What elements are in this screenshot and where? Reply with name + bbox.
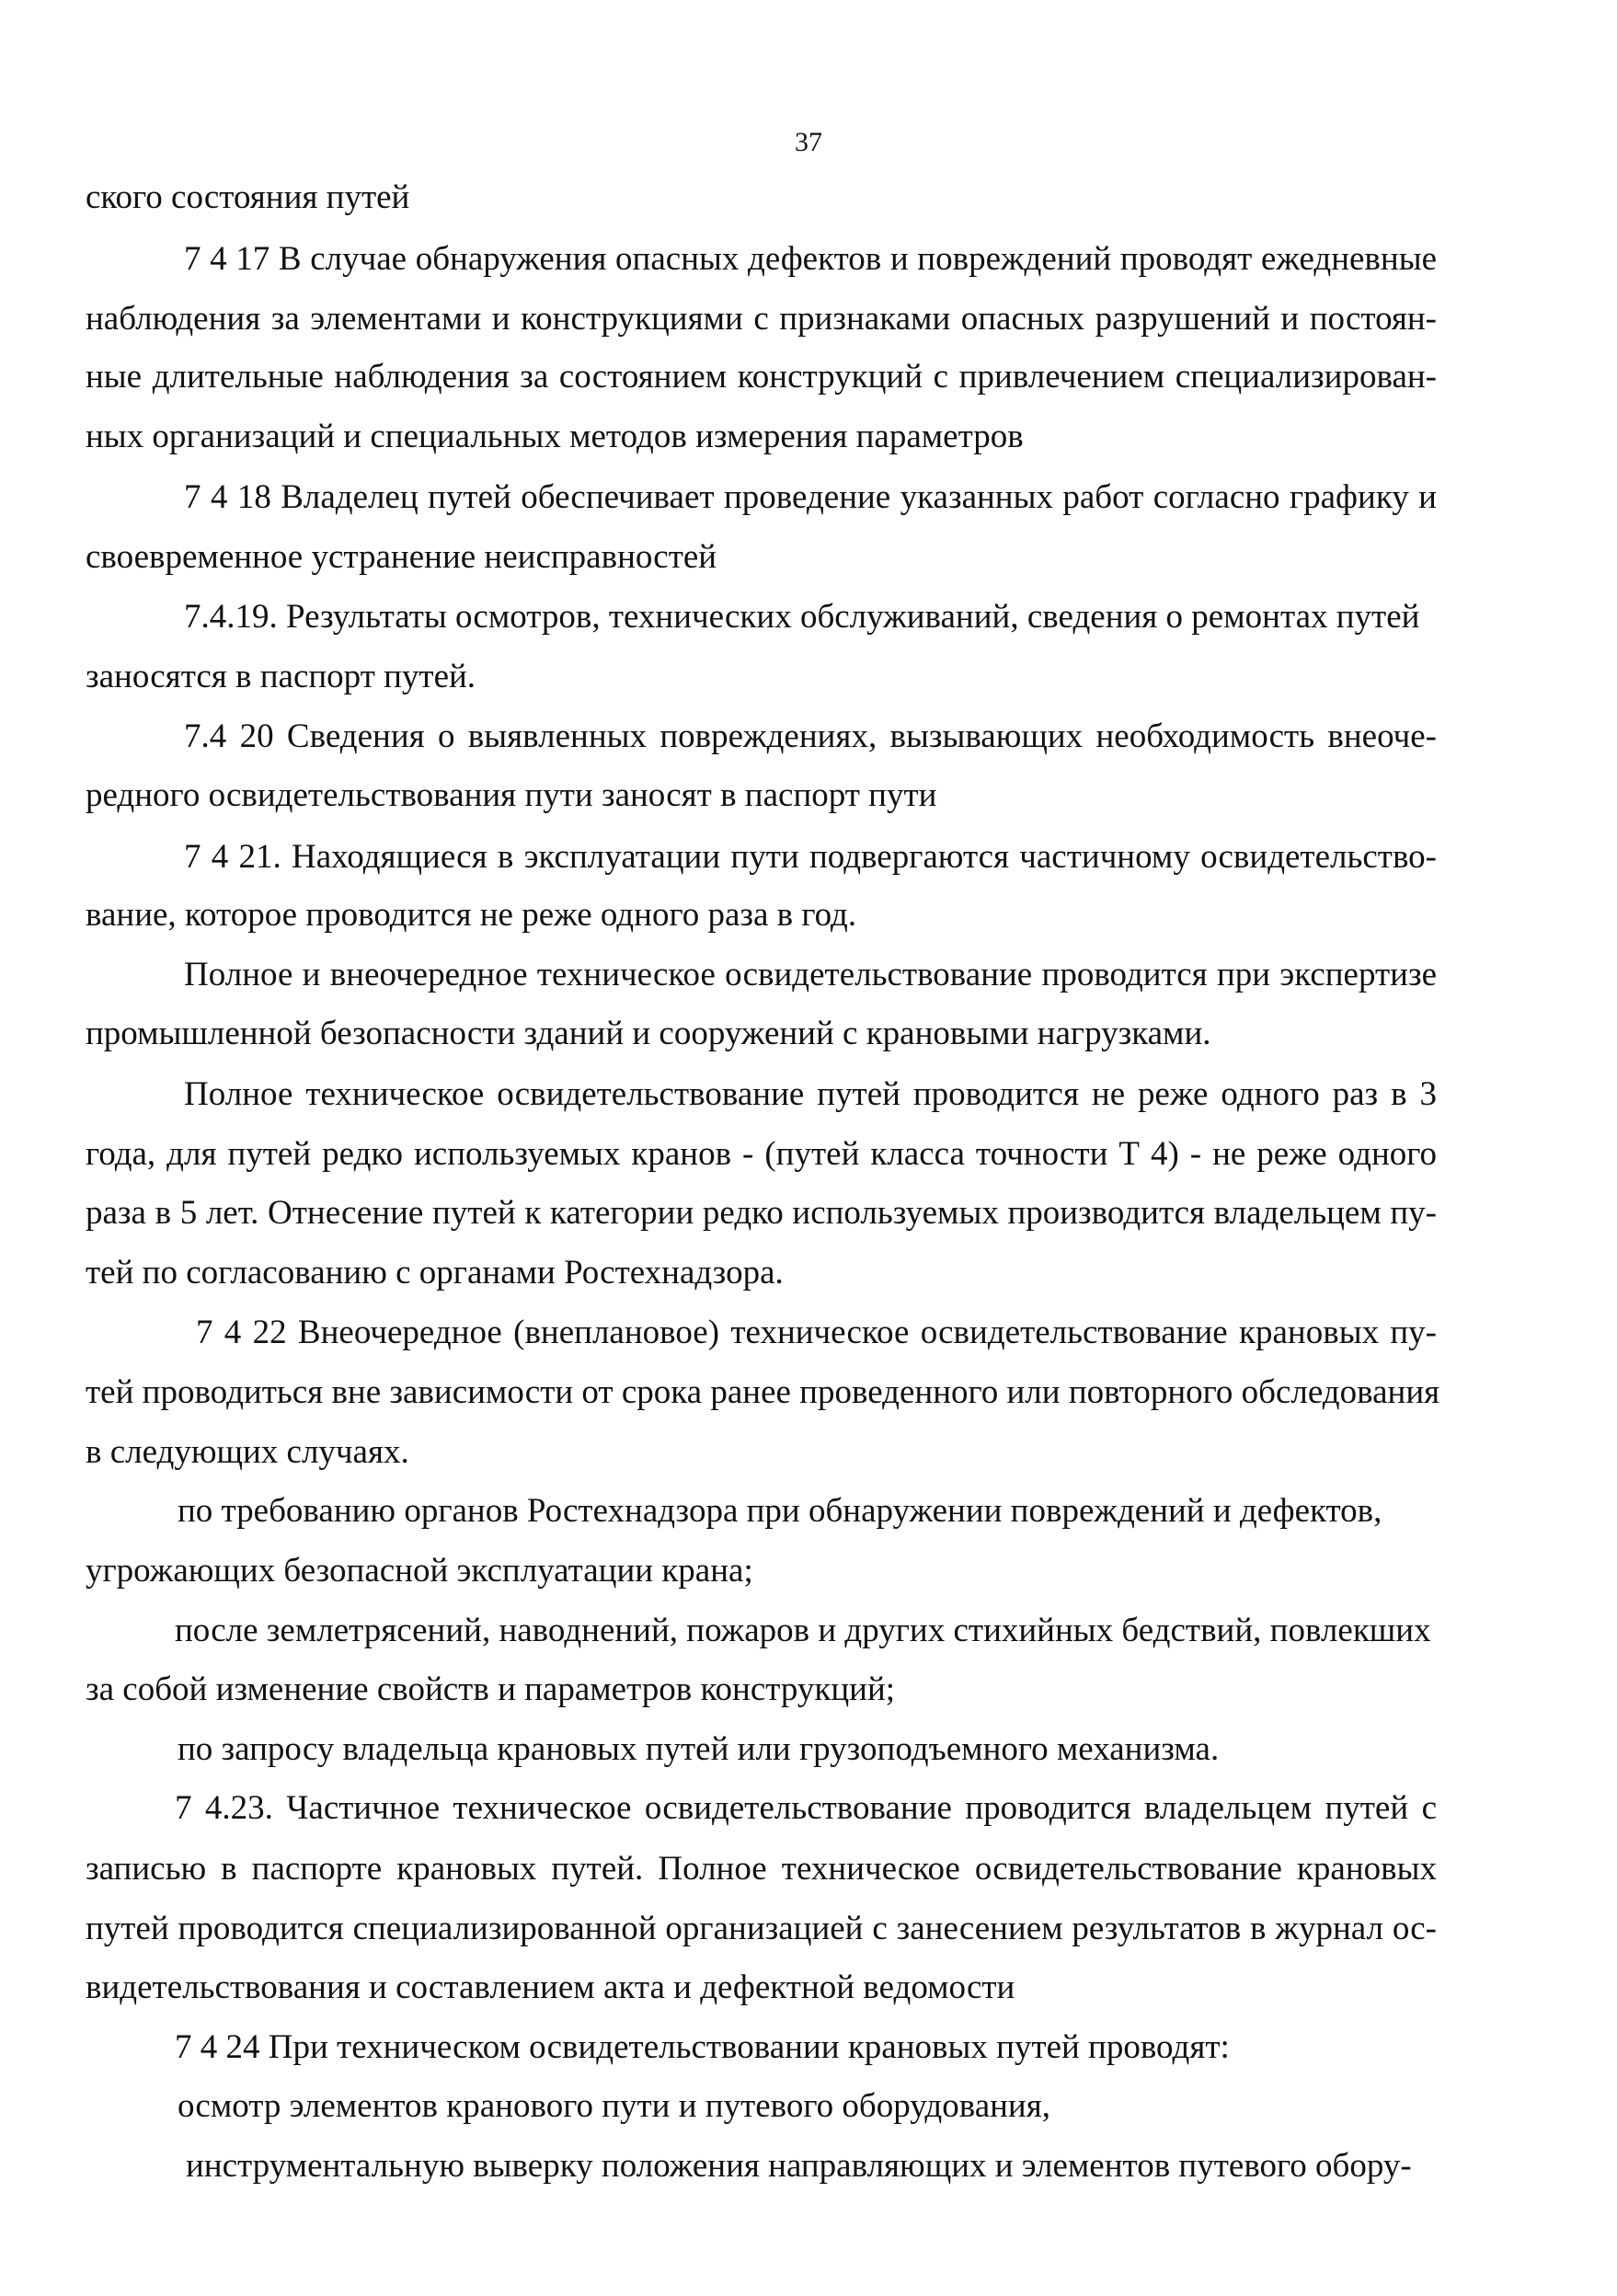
page-number: 37	[795, 127, 822, 157]
text-line: в следующих случаях.	[86, 1433, 409, 1471]
text-line: после землетрясений, наводнений, пожаров и других стихийных бедствий, повлекших	[175, 1612, 1431, 1649]
text-line: 7 4 22 Внеочередное (внеплановое) техническое освидетельствование крановых пу-	[196, 1314, 1437, 1351]
text-line: ных организаций и специальных методов измерения параметров	[86, 418, 1024, 455]
text-line: 7 4.23. Частичное техническое освидетельствование проводится владельцем путей с	[175, 1789, 1437, 1827]
text-line: 7 4 24 При техническом освидетельствовании крановых путей проводят:	[175, 2028, 1230, 2066]
text-line: наблюдения за элементами и конструкциями с признаками опасных разрушений и постоян-	[86, 300, 1437, 338]
text-line: 7 4 17 В случае обнаружения опасных дефектов и повреждений проводят ежедневные	[184, 240, 1437, 278]
text-line: тей по согласованию с органами Ростехнадзора.	[86, 1254, 784, 1292]
text-line: за собой изменение свойств и параметров конструкций;	[86, 1670, 896, 1708]
text-line: заносятся в паспорт путей.	[86, 658, 476, 695]
text-line: 7 4 18 Владелец путей обеспечивает проведение указанных работ согласно графику и	[184, 478, 1437, 516]
text-line: ского состояния путей	[86, 178, 410, 216]
text-line: Полное и внеочередное техническое освидетельствование проводится при экспертизе	[184, 956, 1437, 993]
text-line: года, для путей редко используемых кранов - (путей класса точности Т 4) - не реже одного	[86, 1135, 1437, 1173]
text-line: осмотр элементов кранового пути и путевого оборудования,	[178, 2087, 1050, 2125]
text-line: Полное техническое освидетельствование путей проводится не реже одного раз в 3	[184, 1075, 1437, 1113]
text-line: 7.4.19. Результаты осмотров, технических обслуживаний, сведения о ремонтах путей	[184, 598, 1420, 636]
text-line: 7.4 20 Сведения о выявленных повреждениях, вызывающих необходимость внеоче-	[184, 718, 1437, 755]
text-line: путей проводится специализированной организацией с занесением результатов в журнал ос-	[86, 1910, 1437, 1947]
text-line: записью в паспорте крановых путей. Полное техническое освидетельствование крановых	[86, 1850, 1437, 1888]
text-line: промышленной безопасности зданий и сооружений с крановыми нагрузками.	[86, 1015, 1211, 1052]
text-line: инструментальную выверку положения направляющих и элементов путевого обору-	[186, 2147, 1412, 2185]
text-line: тей проводиться вне зависимости от срока ранее проведенного или повторного обследования	[86, 1373, 1440, 1411]
text-line: вание, которое проводится не реже одного раза в год.	[86, 896, 857, 934]
text-line: по требованию органов Ростехнадзора при обнаружении повреждений и дефектов,	[178, 1492, 1382, 1530]
text-line: раза в 5 лет. Отнесение путей к категории редко используемых производится владельцем пу-	[86, 1194, 1437, 1232]
text-line: своевременное устранение неисправностей	[86, 538, 717, 576]
text-line: ные длительные наблюдения за состоянием конструкций с привлечением специализирован-	[86, 358, 1437, 396]
text-line: видетельствования и составлением акта и дефектной ведомости	[86, 1969, 1015, 2006]
text-line: угрожающих безопасной эксплуатации крана;	[86, 1552, 753, 1590]
text-line: по запросу владельца крановых путей или грузоподъемного механизма.	[178, 1730, 1220, 1768]
text-line: редного освидетельствования пути заносят в паспорт пути	[86, 776, 937, 814]
text-line: 7 4 21. Находящиеся в эксплуатации пути подвергаются частичному освидетельство-	[184, 838, 1437, 876]
